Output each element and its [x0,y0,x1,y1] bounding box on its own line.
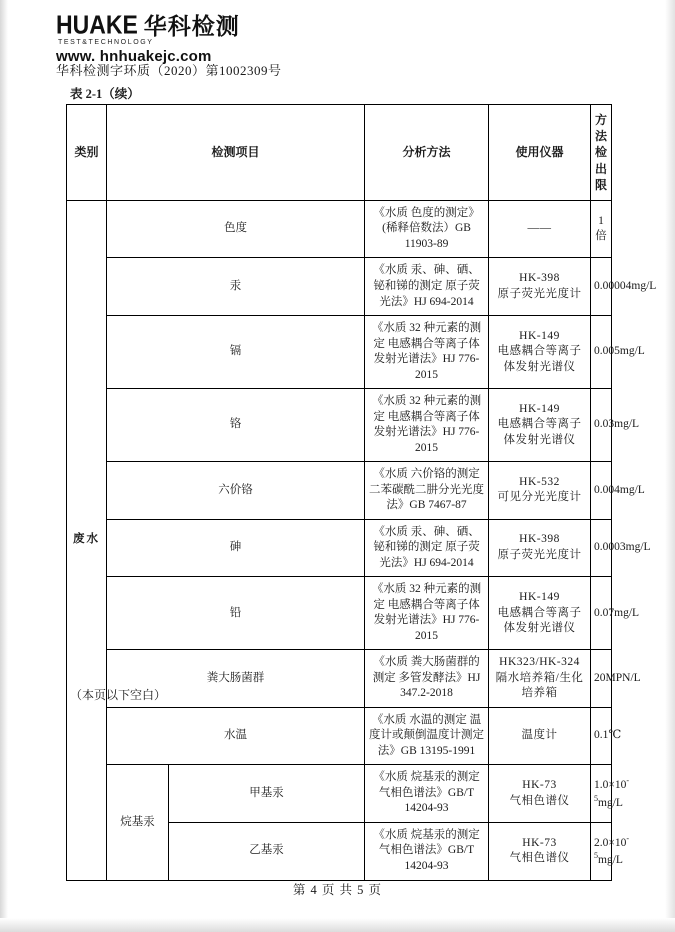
cell-item: 色度 [107,200,365,258]
logo-website: www. hnhuakejc.com [56,48,212,65]
table-row [67,519,612,577]
cell-category: 废水 [67,200,107,880]
cell-instrument: HK-73 气相色谱仪 [489,765,591,823]
cell-instrument: HK-149 电感耦合等离子体发射光谱仪 [489,577,591,650]
cell-item: 汞 [107,258,365,316]
report-table [66,104,657,881]
cell-method: 《水质 水温的测定 温度计或颠倒温度计测定法》GB 13195-1991 [365,707,489,765]
header-instrument: 使用仪器 [489,105,591,201]
cell-method: 《水质 汞、砷、硒、铋和锑的测定 原子荧光法》HJ 694-2014 [365,258,489,316]
report-number: 华科检测字环质（2020）第1002309号 [56,63,282,78]
cell-instrument: HK-532 可见分光光度计 [489,462,591,520]
cell-item: 砷 [107,519,365,577]
cell-detection-limit: 0.005mg/L [591,316,612,389]
cell-instrument: HK-398 原子荧光光度计 [489,519,591,577]
cell-item: 镉 [107,316,365,389]
cell-instrument: HK-398 原子荧光光度计 [489,258,591,316]
cell-method: 《水质 32 种元素的测定 电感耦合等离子体发射光谱法》HJ 776-2015 [365,389,489,462]
cell-instrument: HK-149 电感耦合等离子体发射光谱仪 [489,316,591,389]
cell-item: 甲基汞 [169,765,365,823]
cell-instrument: HK-73 气相色谱仪 [489,822,591,880]
logo-row [56,8,316,38]
cell-detection-limit: 0.07mg/L [591,577,612,650]
logo-chinese-name: 华科检测 [143,13,240,39]
cell-instrument: HK-149 电感耦合等离子体发射光谱仪 [489,389,591,462]
table-body [67,200,657,880]
table-row [67,316,612,389]
cell-method: 《水质 烷基汞的测定 气相色谱法》GB/T 14204-93 [365,765,489,823]
cell-instrument: —— [489,200,591,258]
cell-method: 《水质 32 种元素的测定 电感耦合等离子体发射光谱法》HJ 776-2015 [365,577,489,650]
table-row [67,462,612,520]
header-item: 检测项目 [107,105,365,201]
header-method: 分析方法 [365,105,489,201]
logo-wordmark: HUAKE [56,10,138,40]
cell-instrument: 温度计 [489,707,591,765]
header-category: 类别 [67,105,107,201]
cell-detection-limit: 0.1℃ [591,707,612,765]
cell-method: 《水质 32 种元素的测定 电感耦合等离子体发射光谱法》HJ 776-2015 [365,316,489,389]
cell-detection-limit: 0.03mg/L [591,389,612,462]
cell-subgroup: 烷基汞 [107,765,169,880]
cell-detection-limit: 0.004mg/L [591,462,612,520]
cell-method: 《水质 汞、砷、硒、铋和锑的测定 原子荧光法》HJ 694-2014 [365,519,489,577]
blank-page-note: （本页以下空白） [70,688,167,702]
cell-method: 《水质 六价铬的测定 二苯碳酰二肼分光光度法》GB 7467-87 [365,462,489,520]
cell-method: 《水质 烷基汞的测定 气相色谱法》GB/T 14204-93 [365,822,489,880]
cell-item: 乙基汞 [169,822,365,880]
report-table-wrapper [66,104,657,881]
table-caption: 表 2-1（续） [70,87,140,101]
cell-item: 水温 [107,707,365,765]
cell-detection-limit: 1 倍 [591,200,612,258]
cell-instrument: HK323/HK-324 隔水培养箱/生化培养箱 [489,650,591,708]
page-edge-shadow-bottom [0,918,675,932]
table-header-row [67,105,612,201]
cell-method: 《水质 色度的测定》(稀释倍数法）GB 11903-89 [365,200,489,258]
page-number: 第 4 页 共 5 页 [292,883,383,897]
cell-item: 粪大肠菌群 [107,650,365,708]
table-row [67,258,612,316]
cell-item: 铅 [107,577,365,650]
table-row [67,577,612,650]
header-limit: 方法检出限 [591,105,612,201]
company-logo [56,8,316,65]
cell-method: 《水质 粪大肠菌群的测定 多管发酵法》HJ 347.2-2018 [365,650,489,708]
cell-detection-limit: 20MPN/L [591,650,612,708]
page-edge-shadow-right [665,0,675,932]
page-edge-shadow-left [0,0,8,932]
logo-tagline: TEST&TECHNOLOGY [58,39,154,46]
table-row [67,765,612,823]
cell-item: 铬 [107,389,365,462]
table-row [67,200,612,258]
cell-detection-limit: $1.0\times 10^{-5}mg/L$ [591,765,612,823]
table-row [67,707,612,765]
cell-detection-limit: $2.0\times 10^{-5}mg/L$ [591,822,612,880]
cell-item: 六价铬 [107,462,365,520]
cell-detection-limit: 0.0003mg/L [591,519,612,577]
table-row [67,389,612,462]
cell-detection-limit: 0.00004mg/L [591,258,612,316]
